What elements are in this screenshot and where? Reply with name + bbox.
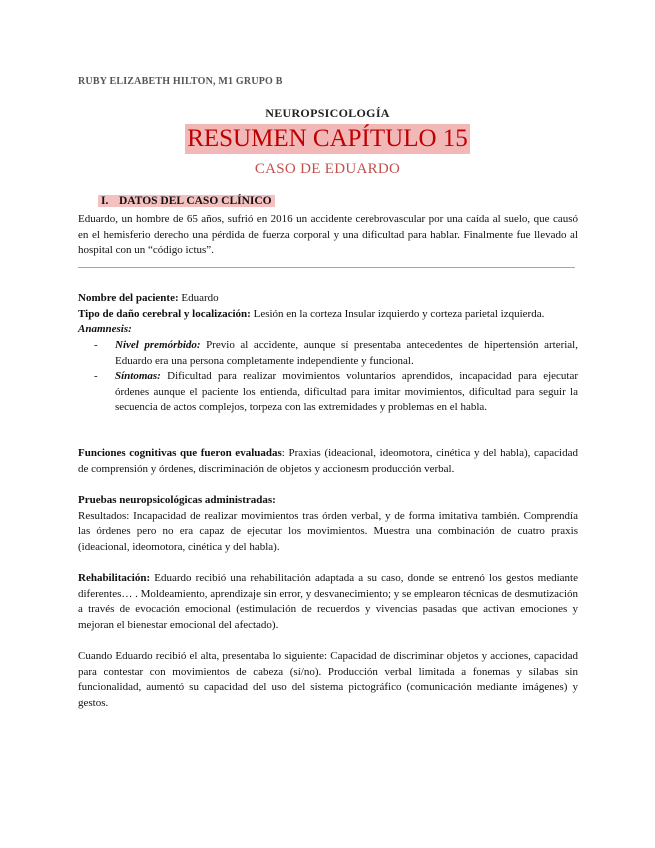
discharge-paragraph: Cuando Eduardo recibió el alta, presentaba lo siguiente: Capacidad de discriminar objetos y acciones, capacidad para contestar con movimientos de cabeza (sí/no). Producción verbal limitada a fonemas y sílabas sin funcionalidad, aumentó su capacidad del uso del sistema pictográfico (comunicación mediante imágenes) y gestos. <box>78 650 578 709</box>
list-item-text <box>115 338 578 369</box>
patient-name-value: Eduardo <box>178 292 219 304</box>
cognitive-functions-text: : Praxias (ideacional, ideomotora, cinética y del habla), capacidad de comprensión y órdenes, discriminación de objetos y accionesm producción verbal. <box>78 447 578 475</box>
section-number: I. <box>101 195 109 207</box>
damage-line <box>78 307 578 323</box>
patient-info-block <box>78 291 578 338</box>
tests-results-text: Resultados: Incapacidad de realizar movimientos tras órden verbal, y de forma imitativa también. Comprendía las órdenes pero no era capaz de ejecutar los movimientos. Muestra una combinación de cuatro praxis (ideacional, ideomotora, cinética y del habla). <box>78 509 578 553</box>
section-heading <box>98 195 275 207</box>
author-line: RUBY ELIZABETH HILTON, M1 GRUPO B <box>78 76 283 87</box>
list-item-text <box>115 369 578 416</box>
case-intro-paragraph: Eduardo, un hombre de 65 años, sufrió en 2016 un accidente cerebrovascular por una caída al suelo, que causó en el hemisferio derecho una pérdida de fuerza corporal y una dificultad para hablar. Finalmente fue llevado al hospital con un “código ictus”. <box>78 213 578 256</box>
document-title: RESUMEN CAPÍTULO 15 <box>187 125 468 152</box>
bullet-dash: - <box>94 370 98 382</box>
rehabilitation-text: Eduardo recibió una rehabilitación adaptada a su caso, donde se entrenó los gestos mediante diferentes… . Moldeamiento, aprendizaje sin error, y desvanecimiento; y se emplearon técnicas de desmutización a través de evocación emocional (estimulación de recuerdos y vivencias pasadas que activan emociones y mejoran el bienestar emocional del afectado). <box>78 572 578 631</box>
list-item <box>78 338 578 369</box>
list-item <box>78 369 578 416</box>
horizontal-divider <box>78 267 575 268</box>
damage-label: Tipo de daño cerebral y localización: <box>78 307 251 320</box>
tests-block <box>78 493 578 555</box>
cognitive-functions-label: Funciones cognitivas que fueron evaluadas <box>78 447 282 459</box>
list-item-label: Síntomas: <box>115 370 161 382</box>
section-heading-text: DATOS DEL CASO CLÍNICO <box>119 195 272 207</box>
title-container <box>0 124 655 154</box>
patient-name-label: Nombre del paciente: <box>78 292 179 304</box>
anamnesis-list <box>78 338 578 416</box>
tests-label: Pruebas neuropsicológicas administradas: <box>78 494 276 506</box>
bullet-dash: - <box>94 339 98 351</box>
damage-value: Lesión en la corteza Insular izquierdo y corteza parietal izquierda. <box>250 307 545 320</box>
list-item-body: Dificultad para realizar movimientos voluntarios aprendidos, incapacidad para ejecutar órdenes aunque el paciente los entienda, dificultad para imitar movimientos, dificultad para seguir la secuencia de actos complejos, torpeza con las extremidades y problemas en el habla. <box>115 370 578 413</box>
rehabilitation-label: Rehabilitación: <box>78 572 151 584</box>
list-item-label: Nivel premórbido: <box>115 339 201 351</box>
anamnesis-label: Anamnesis: <box>78 323 132 335</box>
list-item-body: Previo al accidente, aunque sí presentaba antecedentes de hipertensión arterial, Eduardo era una persona completamente independiente y funcional. <box>115 339 578 367</box>
patient-name-line <box>78 291 578 307</box>
subject-heading: NEUROPSICOLOGÍA <box>265 106 390 120</box>
case-title: CASO DE EDUARDO <box>254 161 401 177</box>
cognitive-functions-paragraph <box>78 446 578 477</box>
rehabilitation-paragraph <box>78 571 578 633</box>
